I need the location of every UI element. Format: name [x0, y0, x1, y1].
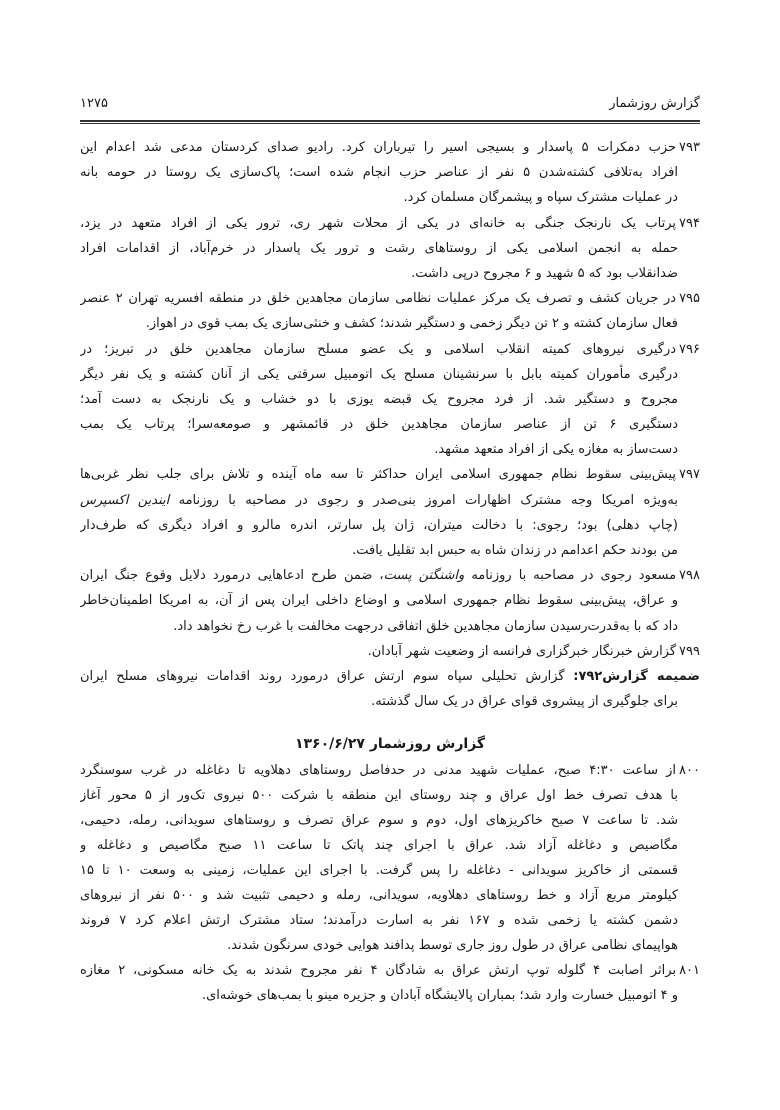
entry-text: مجروح و دستگیر شد. از فرد مجروح یک قبضه یوزی با دو خشاب و یک نارنجک به دست آمد؛ — [80, 391, 678, 407]
entry-line — [80, 614, 678, 639]
entry-line — [80, 664, 700, 689]
entry-text: و ۴ اتومبیل خسارت وارد شد؛ بمباران پالایشگاه آبادان و جزیره مینو با بمب‌های خوشه‌ای. — [201, 988, 678, 1003]
entry-line — [80, 858, 678, 883]
entry-line — [80, 261, 678, 286]
entry-text: (چاپ دهلی) بود؛ رجوی: با دخالت میتران، ژان پل سارتر، اندره مالرو و افراد دیگری که طرف‌دار — [80, 517, 678, 533]
entry-text: داد که با به‌قدرت‌رسیدن سازمان مجاهدین خلق اتفاقی درجهت مخالفت با غرب رخ نخواهد داد. — [173, 618, 678, 634]
entry-text: پیش‌بینی سقوط نظام جمهوری اسلامی ایران حداکثر تا سه ماه آینده و تلاش برای جلب نظر غربی‌ها — [80, 467, 677, 483]
entry-line — [80, 689, 678, 714]
entry-text: شد. تا ساعت ۷ صبح خاکریزهای اول، دوم و سوم عراق تصرف و روستاهای سویدانی، رمله، دحیمی، — [80, 813, 678, 828]
running-header — [80, 94, 700, 116]
entry-text: گزارش خبرنگار خبرگزاری فرانسه از وضعیت شهر آبادان. — [367, 643, 677, 659]
entry-text: در جریان کشف و تصرف یک مرکز عملیات نظامی سازمان مجاهدین خلق در منطقه افسریه تهران ۲ عنصر — [80, 291, 677, 307]
entry-line — [80, 783, 678, 808]
entry-line — [80, 337, 700, 362]
entries-block-top — [80, 135, 700, 714]
appendix-label: ضمیمه گزارش۷۹۲: — [573, 668, 700, 684]
entry-line — [80, 983, 678, 1008]
entry-number: ۸۰۱ — [679, 963, 700, 978]
entry-number: ۷۹۸ — [679, 568, 700, 584]
entry-text: و عراق، پیش‌بینی سقوط نظام جمهوری اسلامی و اوضاع داخلی ایران پس از آن، به امریکا اطمینان‌خاطر — [80, 593, 678, 609]
entry-line — [80, 513, 678, 538]
entry-text: درگیری مأموران کمیته بابل با سرنشینان مسلح یک اتومبیل سرقتی یکی از آنان کشته و یک نفر دیگر — [80, 366, 678, 382]
report-entry — [80, 135, 700, 211]
entry-line — [80, 908, 678, 933]
entry-text: ، ضمن طرح ادعاهایی درمورد دلایل وقوع جنگ ایران — [80, 568, 384, 584]
publication-name: واشنگتن پست — [383, 568, 465, 584]
entry-line — [80, 958, 700, 983]
entry-text: مسعود رجوی در مصاحبه با روزنامه — [464, 568, 677, 584]
entry-text: برای جلوگیری از پیشروی قوای عراق در یک سال گذشته. — [371, 694, 678, 710]
report-entry — [80, 664, 700, 714]
entry-text: پرتاب یک نارنجک جنگی به خانه‌ای در یکی از محلات شهر ری، ترور یکی از افراد متعهد در یزد، — [80, 215, 677, 231]
running-header-title: گزارش روزشمار — [609, 96, 700, 111]
entry-text: کیلومتر مربع آزاد و خط روستاهای دهلاویه، سویدانی، رمله و دحیمی تثبیت شد و ۵۰۰ نفر از نیروهای — [80, 888, 678, 903]
report-entry — [80, 337, 700, 463]
entry-text: حمله به انجمن اسلامی یکی از روستاهای رشت و ترور یک پاسدار در خرم‌آباد، از اقدامات افراد — [80, 240, 678, 256]
entry-text: حزب دمکرات ۵ پاسدار و بسیجی اسیر را تیرباران کرد. رادیو صدای کردستان مدعی شد اعدام این — [80, 140, 677, 155]
entry-line — [80, 160, 678, 185]
entry-line — [80, 933, 678, 958]
report-entry — [80, 286, 700, 336]
report-entry — [80, 563, 700, 639]
entry-text: به‌ویژه امریکا وجه مشترک اظهارات امروز بنی‌صدر و رجوی در مصاحبه با روزنامه — [169, 492, 678, 508]
entry-line — [80, 286, 700, 311]
entry-text: درگیری نیروهای کمیته انقلاب اسلامی و یک عضو مسلح سازمان مجاهدین خلق در تبریز؛ در — [80, 341, 677, 357]
entries-block-bottom — [80, 758, 700, 1008]
entry-text: فعال سازمان کشته و ۲ تن دیگر زخمی و دستگیر شدند؛ کشف و خنثی‌سازی یک بمب قوی در اهواز. — [145, 316, 678, 332]
header-rule — [80, 120, 700, 124]
report-entry — [80, 958, 700, 1008]
entry-text: دست‌ساز به مغازه یکی از افراد متعهد مشهد. — [434, 442, 678, 458]
entry-line — [80, 808, 678, 833]
entry-line — [80, 538, 678, 563]
entry-number: ۷۹۹ — [679, 643, 700, 659]
entry-text: دستگیری ۶ تن از عناصر سازمان مجاهدین خلق در قائمشهر و صومعه‌سرا؛ پرتاب یک بمب — [80, 417, 678, 433]
entry-number: ۷۹۶ — [679, 341, 700, 357]
entry-number: ۷۹۳ — [679, 140, 700, 155]
entry-line — [80, 758, 700, 783]
entry-line — [80, 135, 700, 160]
report-entry — [80, 462, 700, 563]
entry-line — [80, 563, 700, 588]
entry-line — [80, 588, 678, 613]
report-entry — [80, 211, 700, 287]
entry-line — [80, 488, 678, 513]
entry-line — [80, 211, 700, 236]
entry-line — [80, 462, 700, 487]
entry-text: در عملیات مشترک سپاه و پیشمرگان مسلمان کرد. — [403, 190, 678, 206]
entry-text: من بودند حکم اعدامم در زندان شاه به حبس ابد تقلیل یافت. — [352, 543, 678, 558]
entry-text: هواپیمای نظامی عراق در طول روز جاری توسط پدافند هوایی خودی سرنگون شدند. — [227, 938, 678, 953]
entry-line — [80, 883, 678, 908]
entry-number: ۷۹۵ — [679, 291, 700, 307]
page-number: ۱۲۷۵ — [80, 96, 108, 111]
entry-text: گزارش تحلیلی سپاه سوم ارتش عراق درمورد روند اقدامات نیروهای مسلح ایران — [80, 668, 574, 684]
entry-line — [80, 185, 678, 210]
entry-text: قسمتی از خاکریز سویدانی - دغاغله را پس گرفت. با اجرای این عملیات، زمینی به وسعت ۱۰ تا ۱۵ — [80, 863, 678, 878]
entry-text: ضدانقلاب بود که ۵ شهید و ۶ مجروح درپی داشت. — [411, 265, 678, 281]
entry-text: از ساعت ۴:۳۰ صبح، عملیات شهید مدنی در حدفاصل روستاهای دهلاویه تا دغاغله در غرب سوسنگرد — [80, 763, 677, 778]
publication-name: ایندین اکسپرس — [80, 492, 170, 508]
entry-line — [80, 311, 678, 336]
entry-number: ۷۹۷ — [679, 467, 700, 483]
entry-text: افراد به‌تلافی کشته‌شدن ۵ نفر از عناصر حزب انجام شده است؛ پاک‌سازی یک روستا در حومه بانه — [80, 165, 678, 181]
entry-text: با هدف تصرف خط اول عراق و چند روستای این منطقه با شرکت ۵۰۰ نیروی تک‌ور از ۵ محور آغاز — [80, 788, 678, 803]
report-entry — [80, 758, 700, 958]
entry-text: براثر اصابت ۴ گلوله توپ ارتش عراق به شادگان ۴ نفر مجروح شدند به یک خانه مسکونی، ۲ مغازه — [80, 963, 677, 978]
report-entry — [80, 639, 700, 664]
entry-text: مگاصیص و دغاغله آزاد شد. عراق با اجرای چند پاتک تا ساعت ۱۱ صبح مگاصیص و دغاغله و — [80, 838, 678, 853]
entry-line — [80, 387, 678, 412]
section-heading: گزارش روزشمار ۱۳۶۰/۶/۲۷ — [294, 736, 486, 752]
entry-line — [80, 412, 678, 437]
entry-line — [80, 362, 678, 387]
entry-line — [80, 236, 678, 261]
entry-line — [80, 437, 678, 462]
entry-line — [80, 639, 700, 664]
entry-number: ۸۰۰ — [679, 763, 700, 778]
entry-line — [80, 833, 678, 858]
entry-text: دشمن کشته یا زخمی شده و ۱۶۷ نفر به اسارت درآمدند؛ ستاد مشترک ارتش اعلام کرد ۷ فروند — [80, 913, 678, 928]
entry-number: ۷۹۴ — [679, 215, 700, 231]
